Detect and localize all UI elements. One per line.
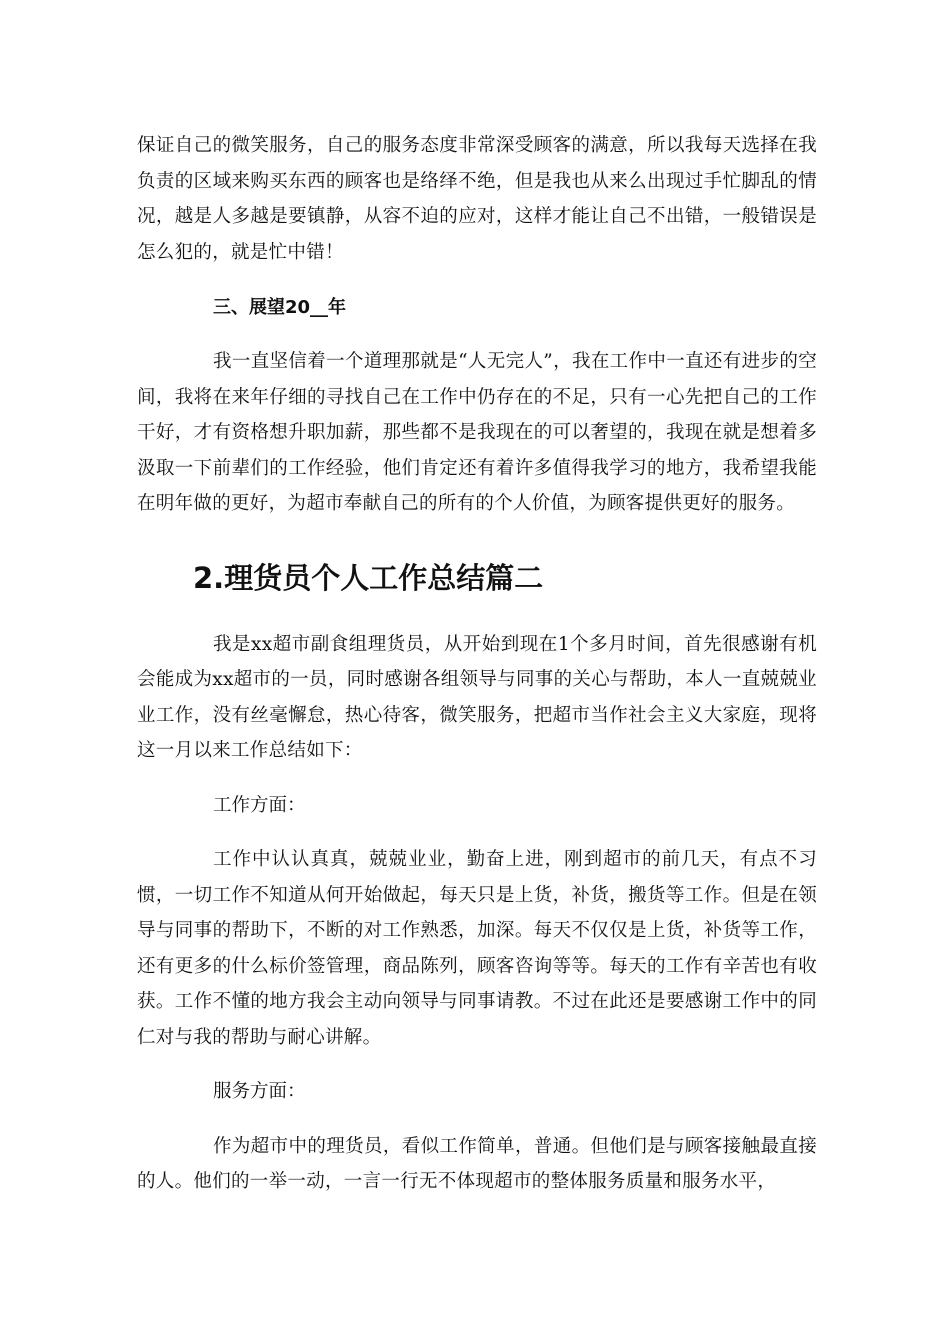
subheading-outlook: 三、展望20__年 [213, 297, 347, 318]
paragraph-work: 工作中认认真真，兢兢业业，勤奋上进，刚到超市的前几天，有点不习惯，一切工作不知道从何开始做起，每天只是上货，补货，搬货等工作。但是在领导与同事的帮助下，不断的对工作熟悉，加深。每天不仅仅是上货，补货等工作，还有更多的什么标价签管理，商品陈列，顾客咨询等等。每天的工作有辛苦也有收获。工作不懂的地方我会主动向领导与同事请教。不过在此还是要感谢工作中的同仁对与我的帮助与耐心讲解。 [137, 849, 817, 1048]
paragraph-outlook: 我一直坚信着一个道理那就是“人无完人”，我在工作中一直还有进步的空间，我将在来年仔细的寻找自己在工作中仍存在的不足，只有一心先把自己的工作干好，才有资格想升职加薪，那些都不是我现在的可以奢望的，我现在就是想着多汲取一下前辈们的工作经验，他们肯定还有着许多值得我学习的地方，我希望我能在明年做的更好，为超市奉献自己的所有的个人价值，为顾客提供更好的服务。 [137, 351, 817, 514]
section-title: 2.理货员个人工作总结篇二 [193, 560, 544, 595]
label-work: 工作方面： [213, 794, 306, 816]
label-service: 服务方面： [213, 1081, 306, 1102]
paragraph-service: 作为超市中的理货员，看似工作简单，普通。但他们是与顾客接触最直接的人。他们的一举一动，一言一行无不体现超市的整体服务质量和服务水平， [137, 1135, 817, 1192]
paragraph-intro: 我是xx超市副食组理货员，从开始到现在1个多月时间，首先很感谢有机会能成为xx超市的一员，同时感谢各组领导与同事的关心与帮助，本人一直兢兢业业工作，没有丝毫懈怠，热心待客，微笑服务，把超市当作社会主义大家庭，现将这一月以来工作总结如下： [137, 633, 817, 761]
paragraph-service-attitude: 保证自己的微笑服务，自己的服务态度非常深受顾客的满意，所以我每天选择在我负责的区域来购买东西的顾客也是络绎不绝，但是我也从来么出现过手忙脚乱的情况，越是人多越是要镇静，从容不迫的应对，这样才能让自己不出错，一般错误是怎么犯的，就是忙中错！ [137, 135, 817, 263]
document-page [137, 128, 817, 1200]
